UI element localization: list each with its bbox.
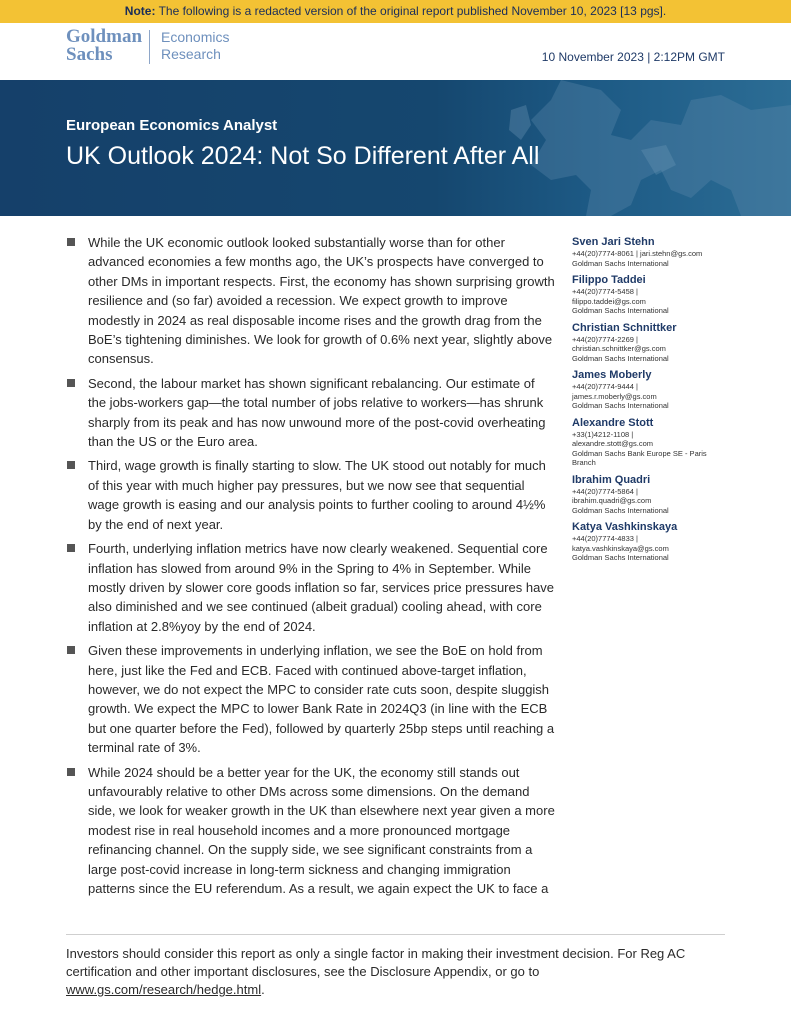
author-detail: Goldman Sachs International — [572, 306, 669, 315]
bullet-item — [66, 374, 556, 452]
author-name: James Moberly — [572, 369, 652, 381]
author-detail: alexandre.stott@gs.com — [572, 439, 653, 448]
title-banner — [0, 80, 791, 216]
author-detail: +44(20)7774-8061 | jari.stehn@gs.com — [572, 249, 703, 258]
logo-wordmark — [66, 28, 142, 64]
bullet-item — [66, 539, 556, 636]
economics-research-label — [161, 29, 229, 63]
author-detail: katya.vashkinskaya@gs.com — [572, 543, 669, 553]
author-detail: filippo.taddei@gs.com — [572, 296, 646, 306]
author-detail: Goldman Sachs International — [572, 505, 669, 515]
author-entry — [572, 369, 732, 411]
author-name: Katya Vashkinskaya — [572, 521, 678, 533]
series-name: European Economics Analyst — [66, 117, 278, 134]
author-name: Filippo Taddei — [572, 274, 646, 286]
author-name: Alexandre Stott — [572, 416, 654, 429]
footer-end: . — [261, 982, 265, 997]
author-name: Christian Schnittker — [572, 321, 677, 334]
disclosure-footer — [66, 945, 726, 999]
goldman-sachs-logo — [66, 26, 230, 65]
bullet-square-icon — [67, 461, 75, 469]
disclosure-link[interactable]: www.gs.com/research/hedge.html — [66, 982, 262, 997]
author-detail: Branch — [572, 458, 596, 467]
author-detail: christian.schnittker@gs.com — [572, 344, 666, 353]
author-detail: Goldman Sachs Bank Europe SE - Paris — [572, 448, 707, 458]
note-label: Note: — [124, 4, 156, 18]
bullet-item — [66, 456, 556, 534]
author-entry — [572, 322, 732, 364]
bullet-square-icon — [67, 238, 75, 246]
summary-bullets — [66, 233, 556, 903]
bullet-item — [66, 641, 556, 757]
bullet-text: Third, wage growth is finally starting to slow. The UK stood out notably for much of this year with much higher pay pressures, but we now see that sequential wage growth is easing and our analysis points to further cooling to around 4½% by the end of next year. — [88, 458, 546, 532]
author-detail: james.r.moberly@gs.com — [572, 391, 657, 401]
bullet-item — [66, 763, 556, 899]
redaction-note-bar — [0, 0, 791, 23]
bullet-text: While 2024 should be a better year for the UK, the economy still stands out unfavourably relative to other DMs across some dimensions. On the demand side, we look for weaker growth in the UK than elsewhere next year given a more modest rise in real household incomes and a more pronounced mortgage refinancing channel. On the supply side, we see significant constraints from a large post-covid increase in long-term sickness and changing immigration patterns since the EU referendum. As a result, we again expect the UK to face a — [88, 764, 555, 896]
author-name: Ibrahim Quadri — [572, 473, 651, 486]
bullet-square-icon — [67, 768, 75, 776]
bullet-text: While the UK economic outlook looked substantially worse than for other advanced economies a few months ago, the UK’s prospects have converged to other DMs in important respects. First, the economy has shown surprising growth resilience and (so far) avoided a recession. We expect growth to improve modestly in 2024 as real disposable income rises and the growth drag from the BoE’s tightening diminishes. We look for growth of 0.6% next year, slightly above consensus. — [88, 235, 555, 367]
footer-divider — [66, 934, 725, 935]
bullet-item — [66, 233, 556, 369]
logo-line-2: Sachs — [66, 44, 113, 65]
author-entry — [572, 417, 732, 468]
bullet-square-icon — [67, 379, 75, 387]
author-entry — [572, 236, 732, 268]
author-entry — [572, 521, 732, 563]
author-detail: +44(20)7774-5458 | — [572, 287, 638, 296]
logo-divider — [149, 30, 150, 64]
bullet-text: Second, the labour market has shown significant rebalancing. Our estimate of the jobs-workers gap—the total number of jobs relative to workers—has shrunk sharply from its peak and has now unwound more of the post-covid overheating than the US or the Euro area. — [88, 375, 546, 450]
author-detail: +33(1)4212-1108 | — [572, 429, 634, 439]
author-detail: Goldman Sachs International — [572, 553, 669, 562]
publication-date: 10 November 2023 | 2:12PM GMT — [541, 50, 725, 64]
logo-line-1: Goldman — [66, 26, 143, 47]
logo-er-line-2: Research — [161, 46, 221, 62]
author-detail: +44(20)7774-5864 | — [572, 486, 638, 496]
author-detail: Goldman Sachs International — [572, 401, 669, 410]
author-detail: +44(20)7774-9444 | — [572, 382, 638, 391]
author-name: Sven Jari Stehn — [572, 236, 655, 248]
author-detail: Goldman Sachs International — [572, 258, 669, 268]
author-detail: ibrahim.quadri@gs.com — [572, 496, 652, 505]
footer-text: Investors should consider this report as only a single factor in making their investment decision. For Reg AC certification and other important disclosures, see the Disclosure Appendix, or go to — [66, 946, 686, 979]
author-detail: Goldman Sachs International — [572, 353, 669, 363]
author-entry — [572, 474, 732, 516]
bullet-text: Fourth, underlying inflation metrics have now clearly weakened. Sequential core inflation has slowed from around 9% in the Spring to 4% in September. While mostly driven by slower core goods inflation so far, services price pressures have also diminished and we see continued (albeit gradual) cooling ahead, with core inflation at 2.8%yoy by the end of 2024. — [88, 541, 555, 634]
note-text: The following is a redacted version of the original report published November 10, 2023 [13 pgs]. — [155, 4, 667, 18]
author-detail: +44(20)7774-2269 | — [572, 334, 638, 344]
bullet-text: Given these improvements in underlying inflation, we see the BoE on hold from here, just like the Fed and ECB. Faced with continued above-target inflation, however, we do not expect the MPC to consider rate cuts soon, despite sluggish growth. We expect the MPC to lower Bank Rate in 2024Q3 (in line with the ECB but one quarter before the Fed), followed by quarterly 25bp steps until reaching a terminal rate of 3%. — [88, 643, 555, 756]
report-title: UK Outlook 2024: Not So Different After All — [66, 142, 540, 170]
author-list — [572, 236, 732, 569]
author-entry — [572, 274, 732, 316]
author-detail: +44(20)7774-4833 | — [572, 534, 638, 543]
bullet-square-icon — [67, 646, 75, 654]
bullet-square-icon — [67, 544, 75, 552]
logo-er-line-1: Economics — [161, 29, 230, 45]
